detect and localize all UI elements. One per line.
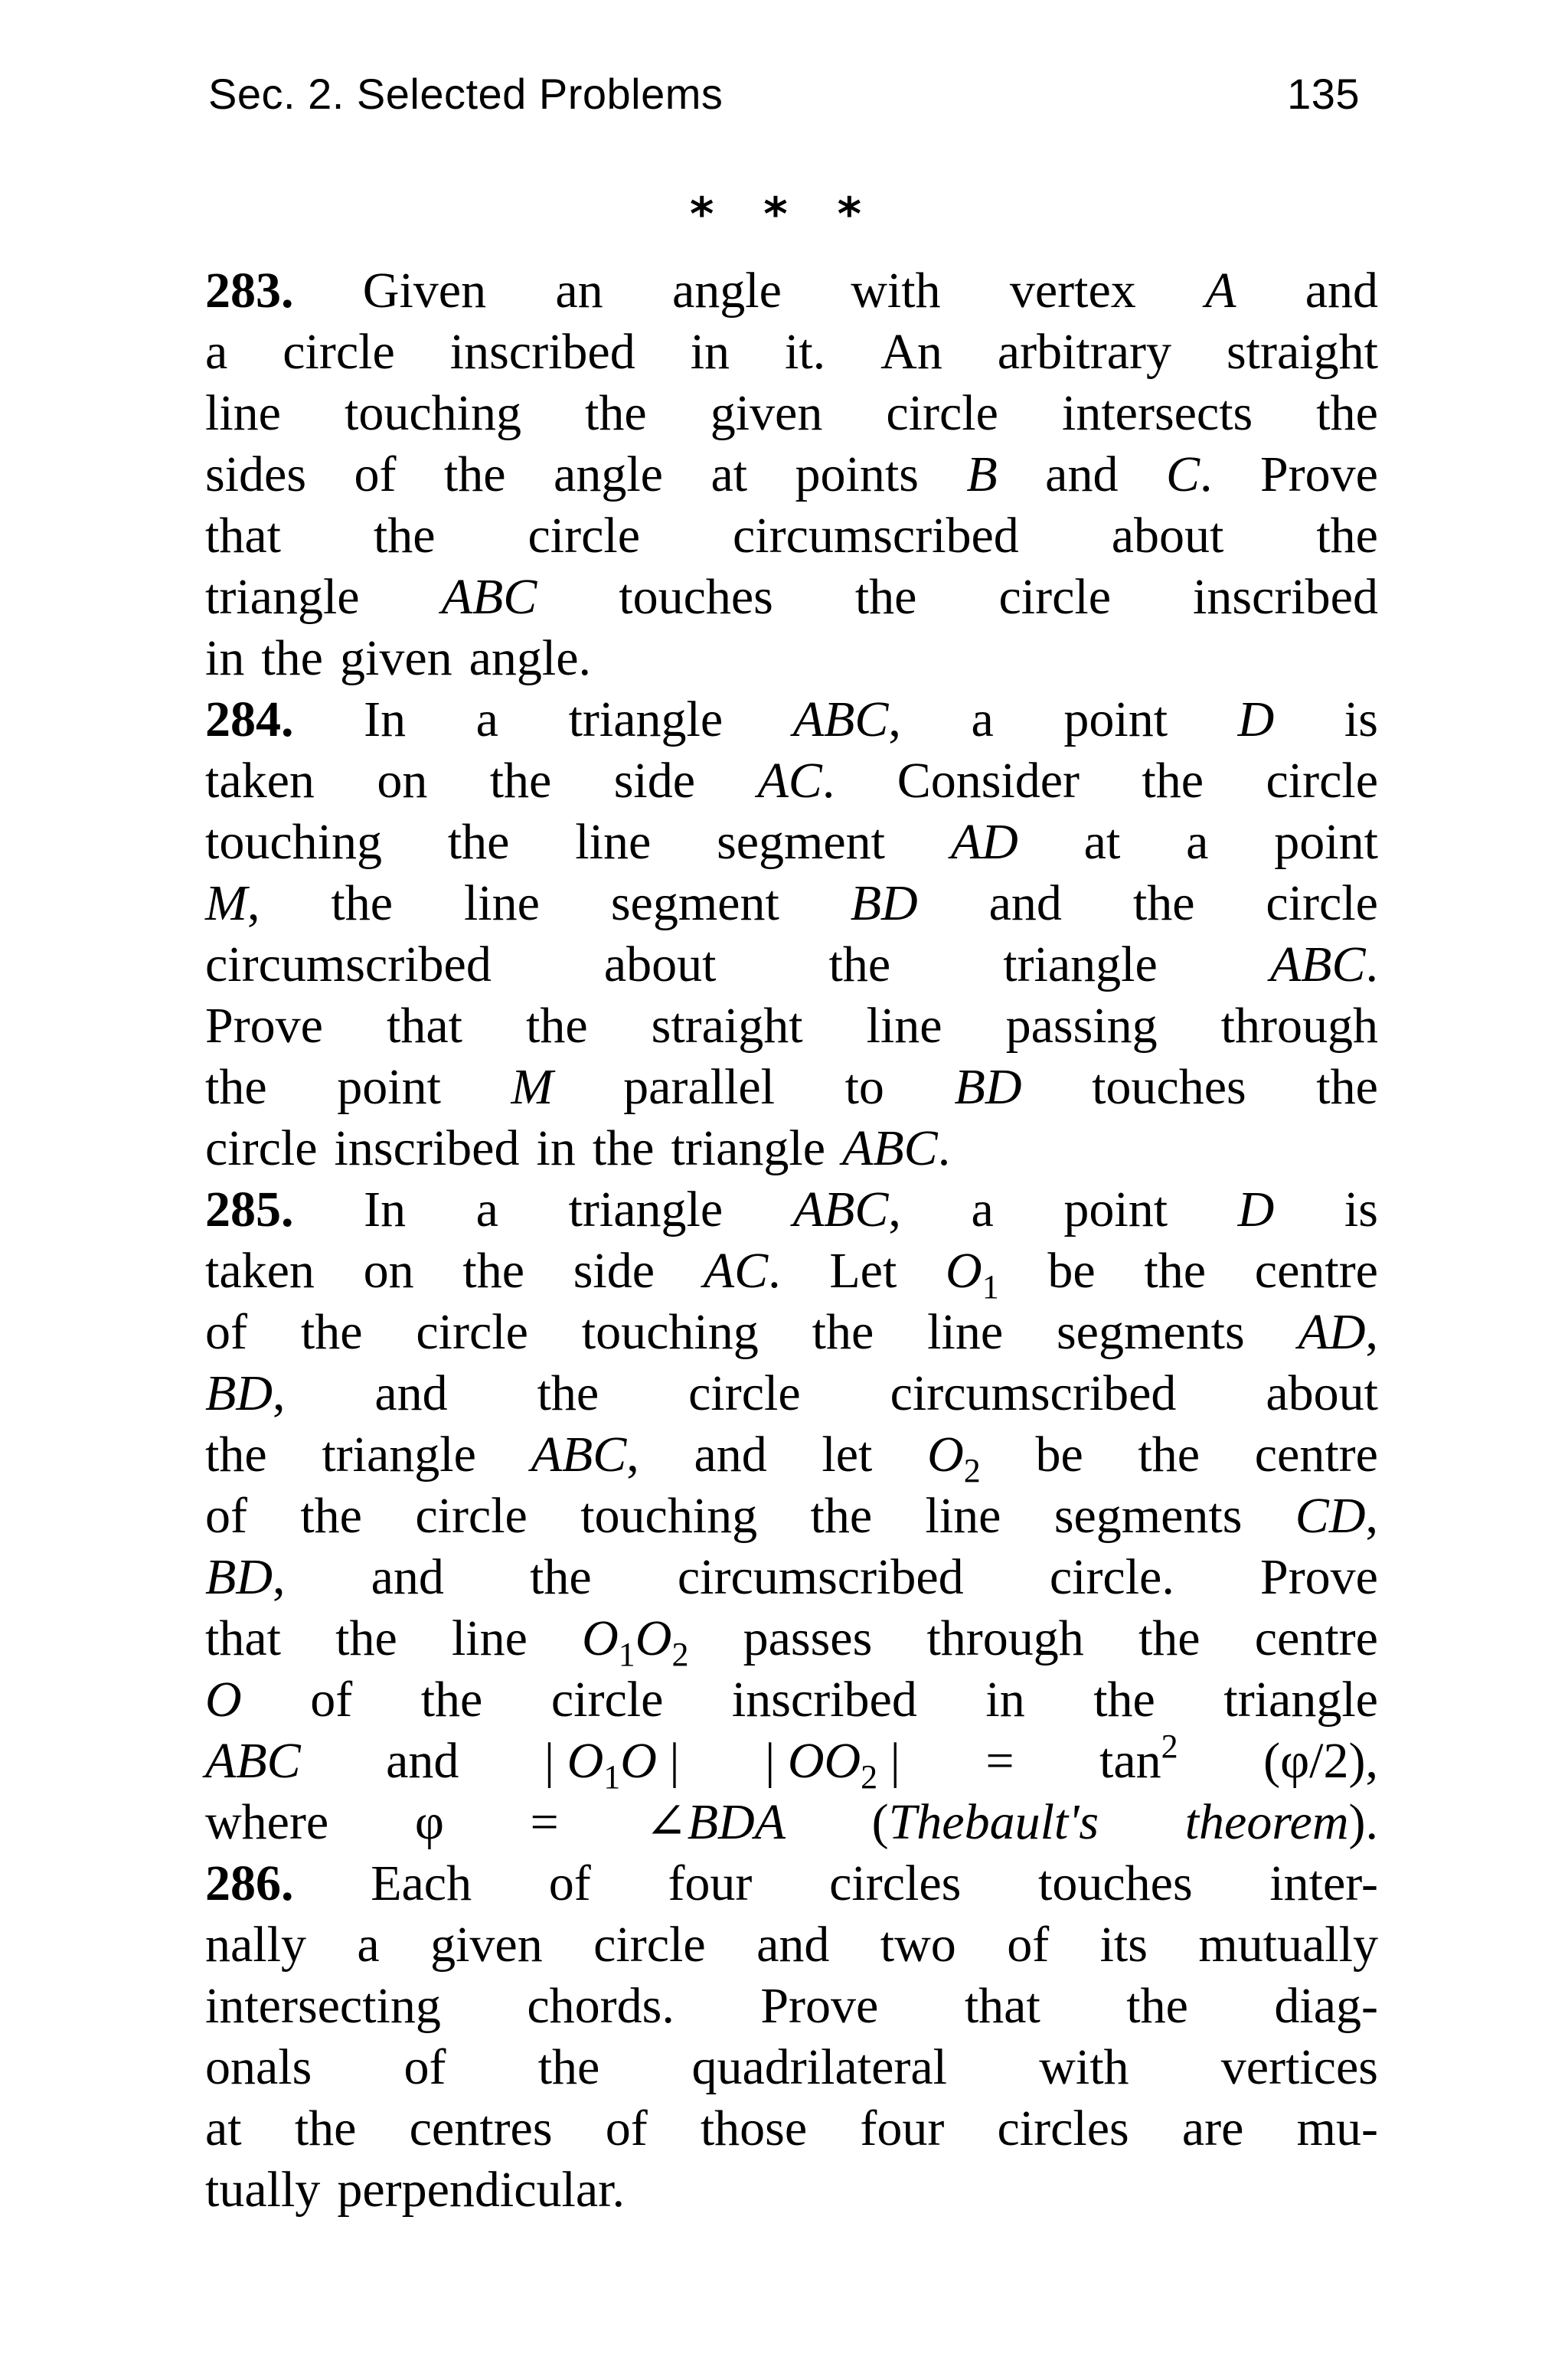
text-line: M, the line segment BD and the circle bbox=[205, 875, 1378, 931]
text-line: a circle inscribed in it. An arbitrary straight bbox=[205, 324, 1378, 380]
problem-number: 284. bbox=[205, 691, 294, 747]
page-number: 135 bbox=[1287, 70, 1360, 118]
text-line: that the line $O_1O_2$ passes through the centre bbox=[205, 1610, 1378, 1673]
problem-number: 283. bbox=[205, 263, 294, 319]
text-line: ABC and | $O_1O$ | | $OO_2$ | = $\tan^2$ (φ/2), bbox=[205, 1728, 1378, 1796]
section-separator: * * * bbox=[690, 188, 878, 241]
text-line: in the given angle. bbox=[205, 630, 592, 686]
text-line: tually perpendicular. bbox=[205, 2162, 625, 2218]
text-line: BD, and the circumscribed circle. Prove bbox=[205, 1549, 1378, 1605]
text-line: the point M parallel to BD touches the bbox=[205, 1059, 1378, 1115]
running-title: Sec. 2. Selected Problems bbox=[208, 70, 724, 118]
text-line: of the circle touching the line segments CD, bbox=[205, 1488, 1378, 1544]
text-line: of the circle touching the line segments AD, bbox=[205, 1304, 1378, 1360]
text-line: that the circle circumscribed about the bbox=[205, 508, 1378, 564]
problem-283 bbox=[205, 260, 1378, 689]
text-line: 286. Each of four circles touches inter- bbox=[205, 1855, 1378, 1911]
problem-number: 286. bbox=[205, 1855, 294, 1911]
text-line: taken on the side AC. Consider the circle bbox=[205, 753, 1378, 809]
text-line: circumscribed about the triangle ABC. bbox=[205, 937, 1378, 992]
page-header bbox=[208, 69, 1360, 138]
text-line: line touching the given circle intersects the bbox=[205, 385, 1378, 441]
text-line: triangle ABC touches the circle inscribed bbox=[205, 569, 1378, 625]
text-line: touching the line segment AD at a point bbox=[205, 814, 1378, 870]
text-line: O of the circle inscribed in the triangle bbox=[205, 1672, 1378, 1728]
text-line: the triangle ABC, and let $O_2$ be the centre bbox=[205, 1427, 1378, 1489]
text-line: BD, and the circle circumscribed about bbox=[205, 1365, 1378, 1421]
text-line: taken on the side AC. Let $O_1$ be the centre bbox=[205, 1243, 1378, 1306]
text-line: 285. In a triangle ABC, a point D is bbox=[205, 1182, 1378, 1237]
text-line: intersecting chords. Prove that the diag- bbox=[205, 1978, 1378, 2034]
text-line: Prove that the straight line passing through bbox=[205, 998, 1378, 1054]
problem-list bbox=[205, 260, 1378, 2221]
text-line: nally a given circle and two of its mutually bbox=[205, 1917, 1378, 1973]
problem-number: 285. bbox=[205, 1182, 294, 1237]
text-line: sides of the angle at points B and C. Prove bbox=[205, 446, 1378, 502]
text-line: 284. In a triangle ABC, a point D is bbox=[205, 691, 1378, 747]
text-line: 283. Given an angle with vertex A and bbox=[205, 263, 1378, 319]
text-line: circle inscribed in the triangle ABC. bbox=[205, 1120, 951, 1176]
problem-284 bbox=[205, 689, 1378, 1179]
text-line: at the centres of those four circles are mu- bbox=[205, 2100, 1378, 2156]
text-line: onals of the quadrilateral with vertices bbox=[205, 2039, 1378, 2095]
text-line: where φ = ∠BDA (Thebault's theorem). bbox=[205, 1794, 1378, 1850]
problem-285 bbox=[205, 1179, 1378, 1853]
problem-286 bbox=[205, 1853, 1378, 2221]
